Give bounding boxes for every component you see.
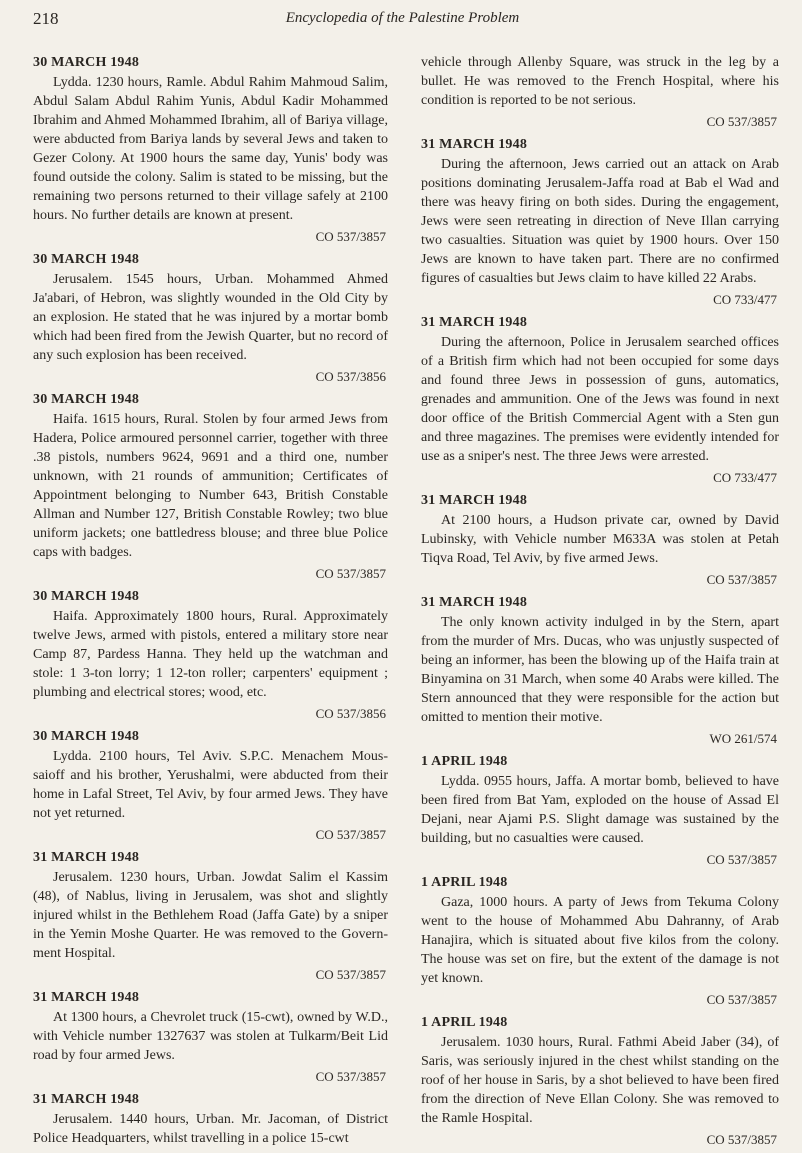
archive-reference: CO 537/3857 — [706, 852, 777, 867]
archive-reference: CO 537/3856 — [315, 369, 386, 384]
archive-reference: WO 261/574 — [709, 731, 777, 746]
archive-reference: CO 537/3857 — [315, 967, 386, 982]
log-entry — [421, 752, 779, 870]
entry-text: vehicle through Allenby Square, was struck in the leg by a bullet. He was removed to the French Hospital, where his condition is reported to be not serious. — [421, 55, 779, 108]
running-title: Encyclopedia of the Palestine Problem — [285, 10, 520, 26]
entry-date: 31 MARCH 1948 — [421, 595, 528, 610]
log-entry — [421, 593, 779, 749]
entry-text: Haifa. 1615 hours, Rural. Stolen by four armed Jews from Hadera, Police armoured personnel carrier, together with three .38 pistols, numbers 9624, 9691 and a third one, number unknown, with 21 rounds of ammunition; Certificates of Appointment belonging to Number 643, British Constable Allman and Number 127, British Constable Rowley; two blue uniform jackets; one battledress blouse; and three blue Police caps with badges. — [33, 412, 388, 560]
entry-date: 1 APRIL 1948 — [421, 1015, 508, 1030]
entry-date: 31 MARCH 1948 — [421, 315, 528, 330]
entry-date: 31 MARCH 1948 — [33, 850, 140, 865]
entry-date: 30 MARCH 1948 — [33, 589, 140, 604]
entry-text: Haifa. Approximately 1800 hours, Rural. Approximately twelve Jews, armed with pistols, entered a military store near Camp 87, Pardess Hanna. They held up the watchman and stole: 1 3-ton lorry; 1 12-ton roller; carpenters' equipment ; plumbing and electrical stores; wood, etc. — [33, 609, 388, 700]
entry-date: 30 MARCH 1948 — [33, 252, 140, 267]
entry-date: 31 MARCH 1948 — [33, 1092, 140, 1107]
log-entry — [421, 491, 779, 590]
entry-text: Gaza, 1000 hours. A party of Jews from Tekuma Colony went to the house of Mohammed Abu Dahranny, of Arab Hanajira, which is situated about five kilos from the colony. The house was set on fire, but the extent of the damage is not yet known. — [421, 895, 779, 986]
log-entry — [33, 1090, 388, 1148]
right-column — [421, 53, 779, 1153]
archive-reference: CO 537/3857 — [315, 229, 386, 244]
log-entry — [33, 727, 388, 845]
entry-date: 30 MARCH 1948 — [33, 729, 140, 744]
archive-reference: CO 537/3856 — [315, 706, 386, 721]
page-header — [33, 9, 772, 33]
log-entry — [33, 587, 388, 724]
entry-text: The only known activity indulged in by the Stern, apart from the murder of Mrs. Ducas, who was unjustly suspected of being an informer, has been the blowing up of the Haifa train at Binyamina on 31 March, when some 40 Arabs were killed. The Stern announced that they were responsible for the action but omitted to mention their motive. — [421, 615, 779, 725]
entry-text: At 1300 hours, a Chevrolet truck (15-cwt), owned by W.D., with Vehicle number 1327637 was stolen at Tulkarm/Beit Lid road by four armed Jews. — [33, 1010, 388, 1063]
archive-reference: CO 537/3857 — [706, 114, 777, 129]
archive-reference: CO 537/3857 — [315, 827, 386, 842]
log-entry — [421, 1013, 779, 1150]
entry-text: Lydda. 1230 hours, Ramle. Abdul Rahim Mahmoud Salim, Abdul Salam Abdul Rahim Yunis, Abdul Kadir Mohammed Ibrahim and Ahmed Mohammed Ibrahim, all of Bariya village, were abducted from Bariya lands by several Jews and taken to Gezer Colony. At 1900 hours the same day, Yunis' body was found outside the colony. Salim is stated to be missing, but the remaining two persons returned to their village safely at 2100 hours. No further details are known at present. — [33, 75, 388, 223]
log-entry — [33, 390, 388, 584]
log-entry — [33, 988, 388, 1087]
entry-date: 31 MARCH 1948 — [33, 990, 140, 1005]
archive-reference: CO 537/3857 — [706, 572, 777, 587]
left-column — [33, 53, 388, 1149]
entry-text: Lydda. 0955 hours, Jaffa. A mortar bomb, believed to have been fired from Bat Yam, exploded on the house of Assad El Dejani, near Ajami P.S. Slight damage was sustained by the building, but no casualties were caused. — [421, 774, 779, 846]
log-entry — [421, 135, 779, 310]
archive-reference: CO 537/3857 — [706, 1132, 777, 1147]
entry-date: 31 MARCH 1948 — [421, 493, 528, 508]
entry-text: Jerusalem. 1545 hours, Urban. Mohammed Ahmed Ja'abari, of Hebron, was slightly wounded in the Old City by an explosion. He stated that he was injured by a mortar bomb which had been fired from the Jewish Quarter, but no record of any such explosion has been received. — [33, 272, 388, 363]
entry-text: Lydda. 2100 hours, Tel Aviv. S.P.C. Menachem Mous-saioff and his brother, Yerushalmi, were abducted from their home in Lafal Street, Tel Aviv, by four armed Jews. They have not yet returned. — [33, 749, 388, 821]
archive-reference: CO 537/3857 — [315, 1069, 386, 1084]
archive-reference: CO 733/477 — [713, 470, 777, 485]
archive-reference: CO 537/3857 — [706, 992, 777, 1007]
archive-reference: CO 733/477 — [713, 292, 777, 307]
entry-date: 1 APRIL 1948 — [421, 754, 508, 769]
entry-text: Jerusalem. 1440 hours, Urban. Mr. Jacoman, of District Police Headquarters, whilst travelling in a police 15-cwt — [33, 1112, 388, 1146]
log-entry — [33, 250, 388, 387]
entry-date: 30 MARCH 1948 — [33, 55, 140, 70]
log-entry — [421, 873, 779, 1010]
archive-reference: CO 537/3857 — [315, 566, 386, 581]
entry-text: Jerusalem. 1230 hours, Urban. Jowdat Salim el Kassim (48), of Nablus, living in Jerusalem, was shot and slightly injured whilst in the Bethlehem Road (Jaffa Gate) by a sniper in the Yemin Moshe Quarter. He was removed to the Govern-ment Hospital. — [33, 870, 388, 961]
entry-date: 31 MARCH 1948 — [421, 137, 528, 152]
entry-text: During the afternoon, Police in Jerusalem searched offices of a British firm which had not been occupied for some days and found three Jews in possession of guns, automatics, grenades and ammunition. One of the Jews was found in next door office of the British Commercial Agent with a Sten gun and three magazines. The premises were evidently intended for use as a sniper's nest. The three Jews were arrested. — [421, 335, 779, 464]
log-entry — [33, 53, 388, 247]
entry-text: At 2100 hours, a Hudson private car, owned by David Lubinsky, with Vehicle number M633A was stolen at Petah Tiqva Road, Tel Aviv, by five armed Jews. — [421, 513, 779, 566]
entry-date: 30 MARCH 1948 — [33, 392, 140, 407]
page-number: 218 — [33, 9, 59, 28]
entry-text: During the afternoon, Jews carried out an attack on Arab positions dominating Jerusalem-Jaffa road at Bab el Wad and there was heavy firing on both sides. During the engagement, Jews were seen retreating in direction of Neve Illan carrying two casualties. Situation was quiet by 1900 hours. Over 150 Jews are known to have taken part. There are no confirmed figures of casualties but Jews claim to have killed 22 Arabs. — [421, 157, 779, 286]
log-entry — [421, 53, 779, 132]
entry-date: 1 APRIL 1948 — [421, 875, 508, 890]
entry-text: Jerusalem. 1030 hours, Rural. Fathmi Abeid Jaber (34), of Saris, was seriously injured in the chest whilst standing on the roof of her house in Saris, by a shot believed to have been fired from the direction of Neve Ellan Colony. She was removed to the Ramle Hospital. — [421, 1035, 779, 1126]
log-entry — [421, 313, 779, 488]
log-entry — [33, 848, 388, 985]
